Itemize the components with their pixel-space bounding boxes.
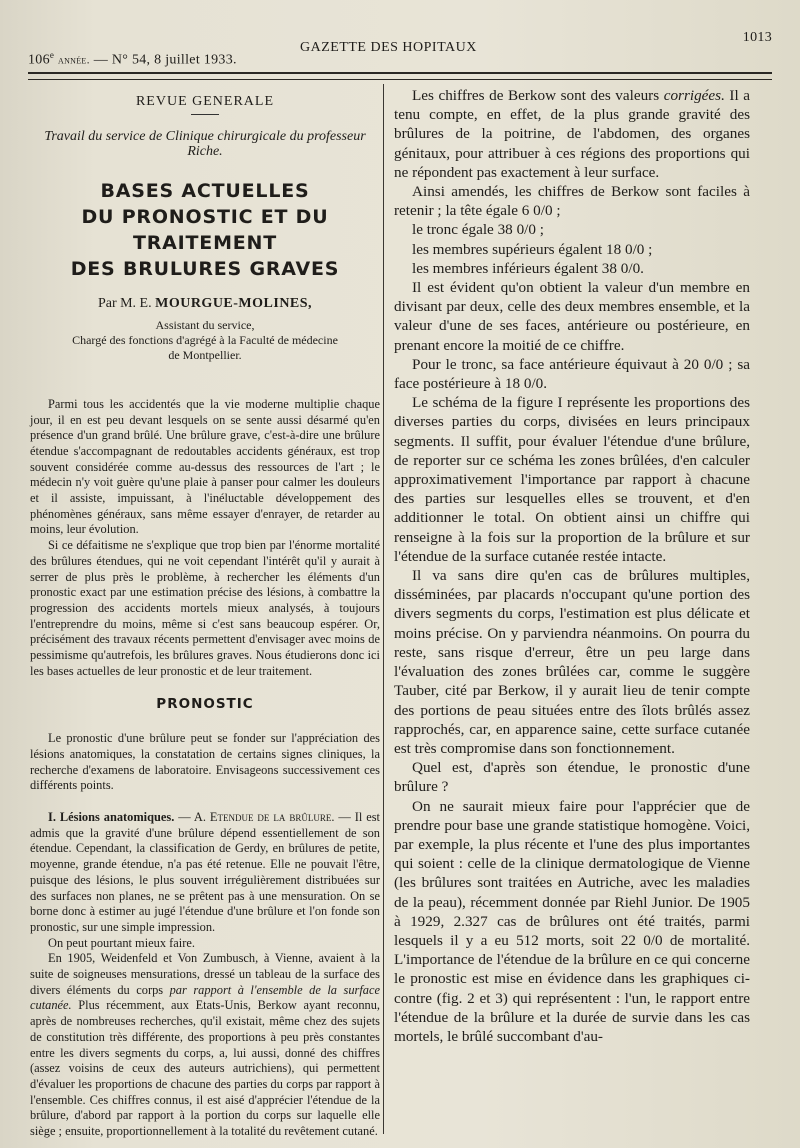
mieux-paragraph: On peut pourtant mieux faire. xyxy=(48,935,195,950)
section-rule xyxy=(191,114,219,115)
weidenfeld-italic: par rapport à l'ensemble de la surface cutanée. xyxy=(30,982,380,1013)
author-prefix: Par M. E. xyxy=(97,296,152,312)
year-label: année. xyxy=(58,52,90,67)
author-line xyxy=(30,296,380,312)
author-name: MOURGUE-MOLINES, xyxy=(155,296,313,312)
article-title xyxy=(30,178,380,282)
author-title-line: de Montpellier. xyxy=(168,347,242,362)
author-title-line: Chargé des fonctions d'agrégé à la Faculté de médecine xyxy=(72,332,338,347)
page-number: 1013 xyxy=(742,30,772,45)
year-number: 106 xyxy=(28,52,50,68)
title-line: DES BRULURES GRAVES xyxy=(70,258,340,281)
left-column xyxy=(30,86,380,1140)
year-superscript: e xyxy=(49,50,55,60)
berkow-paragraph xyxy=(394,86,750,182)
evident-paragraph: Il est évident qu'on obtient la valeur d'un membre en divisant par deux, celle des deux membres ensemble, et la valeur d'une de ses faces, antérieure ou postérieure, en prenant encore la moitié de ce chiffre. xyxy=(394,279,750,354)
list-item: les membres supérieurs égalent 18 0/0 ; xyxy=(412,240,653,258)
tronc-paragraph: Pour le tronc, sa face antérieure équivaut à 20 0/0 ; sa face postérieure à 18 0/0. xyxy=(394,355,750,393)
column-divider xyxy=(383,84,384,1134)
intro-paragraph: Parmi tous les accidentés que la vie moderne multiplie chaque jour, il en est peu devant lesquels on se sente aussi désarmé qu'en présence d'un grand brûlé. Une brûlure grave, c'est-à-dire une brûlure étendue s'accompagnant de redoutables accidents généraux, est trop souvent considérée comme au-dessus des ressources de l'art ; le médecin n'y voit guère qu'une plaie à panser pour calmer les douleurs et il assiste, impuissant, à l'inéluctable développement des phénomènes généraux, sans même essayer d'enrayer, de retarder au moins, leur évolution. xyxy=(30,396,380,537)
quel-paragraph: Quel est, d'après son étendue, le pronostic d'une brûlure ? xyxy=(394,759,750,796)
journal-name: GAZETTE DES HOPITAUX xyxy=(300,40,477,55)
issue-date: — N° 54, 8 juillet 1933. xyxy=(93,52,237,68)
lesions-text: — Il est admis que la gravité d'une brûlure dépend essentiellement de son étendue. Cependant, la classification de Gerdy, en brûlures de petite, moyenne, grande étendue, n'a pas été retenue. Elle ne pouvait l'être, puisque des lésions, le plus souvent irrégulièrement distribuées sur des surfaces non planes, ne se prêtent pas à une mensuration. On se borne donc à estimer au jugé l'étendue d'une brûlure et l'on fonde son pronostic, sur une simple impression. xyxy=(30,809,380,934)
saurait-paragraph: On ne saurait mieux faire pour l'apprécier que de prendre pour base une grande statistique homogène. Voici, par exemple, la plus récente et l'une des plus importantes qui soient : celle de la clinique dermatologique de Vienne (les brûlures sont traitées en Autriche, avec les maladies de la peau), récemment donnée par Riehl Junior. De 1905 à 1929, 2.327 cas de brûlures ont été traités, parmi lesquels il y a eu 512 morts, soit 22 0/0 de mortalité. L'importance de l'étendue de la brûlure en ce qui concerne le pronostic est mise en évidence dans les graphiques ci-contre (fig. 2 et 3) qui représentent : l'un, le rapport entre l'étendue de la brûlure et la durée de survie dans les cas mortels, le brûlé succombant d'au- xyxy=(394,797,750,1045)
amendes-paragraph: Ainsi amendés, les chiffres de Berkow sont faciles à retenir ; la tête égale 6 0/0 ; xyxy=(394,183,750,220)
author-titles xyxy=(30,318,380,363)
lesions-paragraph xyxy=(30,810,380,936)
lesions-label: I. Lésions anatomiques. xyxy=(48,809,175,824)
berkow-text-b: Il a tenu compte, en effet, de la plus grande gravité des brûlures de la poitrine, de l'abdomen, des organes génitaux, pour attribuer à ces régions des proportions qui ne répondent pas exactement à leur surface. xyxy=(394,87,750,181)
title-line: DU PRONOSTIC ET DU TRAITEMENT xyxy=(81,206,329,255)
header-rule xyxy=(28,72,772,80)
weidenfeld-paragraph xyxy=(30,951,380,1139)
right-column xyxy=(394,86,750,1046)
affiliation-line: Travail du service de Clinique chirurgicale du professeur Riche. xyxy=(44,128,366,160)
author-title-line: Assistant du service, xyxy=(155,317,255,332)
intro-paragraph: Si ce défaitisme ne s'explique que trop bien par l'énorme mortalité des brûlures étendues, qui ne voit cependant l'intérêt qu'il y aurait à serrer de plus près le problème, à rechercher les éléments d'un pronostic exact par une estimation précise des lésions, à combattre la progression des accidents mortels mieux analysés, à toujours l'entreprendre du moins, même si c'est sans beaucoup espérer. Or, précisément des travaux récents permettent d'envisager avec moins de pessimisme qu'autrefois, les brûlures graves. Nous étudierons donc ici les bases actuelles de leur pronostic et de leur traitement. xyxy=(30,538,380,678)
lesions-subtitle: — A. Etendue de la brûlure. xyxy=(178,809,335,824)
berkow-text-a: Les chiffres de Berkow sont des valeurs xyxy=(412,87,660,104)
berkow-italic: corrigées. xyxy=(663,87,725,104)
issue-line xyxy=(28,50,237,69)
weidenfeld-text-b: Plus récemment, aux Etats-Unis, Berkow ayant reconnu, après de nombreuses recherches, qu'il existait, même chez des sujets de constitution très différente, des proportions à peu près constantes entre les divers segments du corps, a, lui aussi, donné des chiffres (assez voisins de ceux des auteurs autrichiens), qui permettent d'évaluer les proportions de chacune des parties du corps par rapport à l'ensemble. Ces chiffres connus, il est aisé d'apprécier l'étendue de la brûlure, d'abord par rapport à la portion du corps sur laquelle elle siège ; ensuite, proportionnellement à la totalité du revêtement cutané. xyxy=(30,998,380,1139)
title-line: BASES ACTUELLES xyxy=(100,180,310,203)
multiples-paragraph: Il va sans dire qu'en cas de brûlures multiples, disséminées, par placards n'occupant qu'une portion des divers segments du corps, l'estimation est plus délicate et moins précise. On y parviendra néanmoins. On pourra du reste, sans risque d'erreur, être un peu large dans l'évaluation des zones brûlées car, comme le suggère Tauber, cité par Berkow, il y aurait lieu de tenir compte des portions de peau situées entre des îlots brûlés assez rapprochés, car, en apparence saine, cette surface cutanée est très compromise dans son fonctionnement. xyxy=(394,567,750,757)
subheading-pronostic: PRONOSTIC xyxy=(156,696,254,713)
weidenfeld-text-a: En 1905, Weidenfeld et Von Zumbusch, à Vienne, avaient à la suite de soigneuses mensurations, dressé un tableau de la surface des divers éléments du corps xyxy=(30,951,380,997)
section-heading: REVUE GENERALE xyxy=(135,94,275,109)
list-item: les membres inférieurs égalent 38 0/0. xyxy=(412,259,644,277)
schema-paragraph: Le schéma de la figure I représente les proportions des diverses parties du corps, divisées en leurs principaux segments. Il suffit, pour évaluer l'étendue d'une brûlure, de reporter sur ce schéma les zones brûlées, d'en calculer approximativement l'importance par rapport à chacune des parties sur lesquelles elles se trouvent, et d'en additionner le total. On obtient ainsi un chiffre qui renseigne à la fois sur la proportion de la brûlure et sur l'étendue de la surface cutanée restée intacte. xyxy=(394,394,750,565)
list-item: le tronc égale 38 0/0 ; xyxy=(412,221,545,239)
pronostic-intro: Le pronostic d'une brûlure peut se fonder sur l'appréciation des lésions anatomiques, la constatation de certains signes cliniques, la recherche d'examens de laboratoire. Envisageons successivement ces différents points. xyxy=(30,731,380,793)
